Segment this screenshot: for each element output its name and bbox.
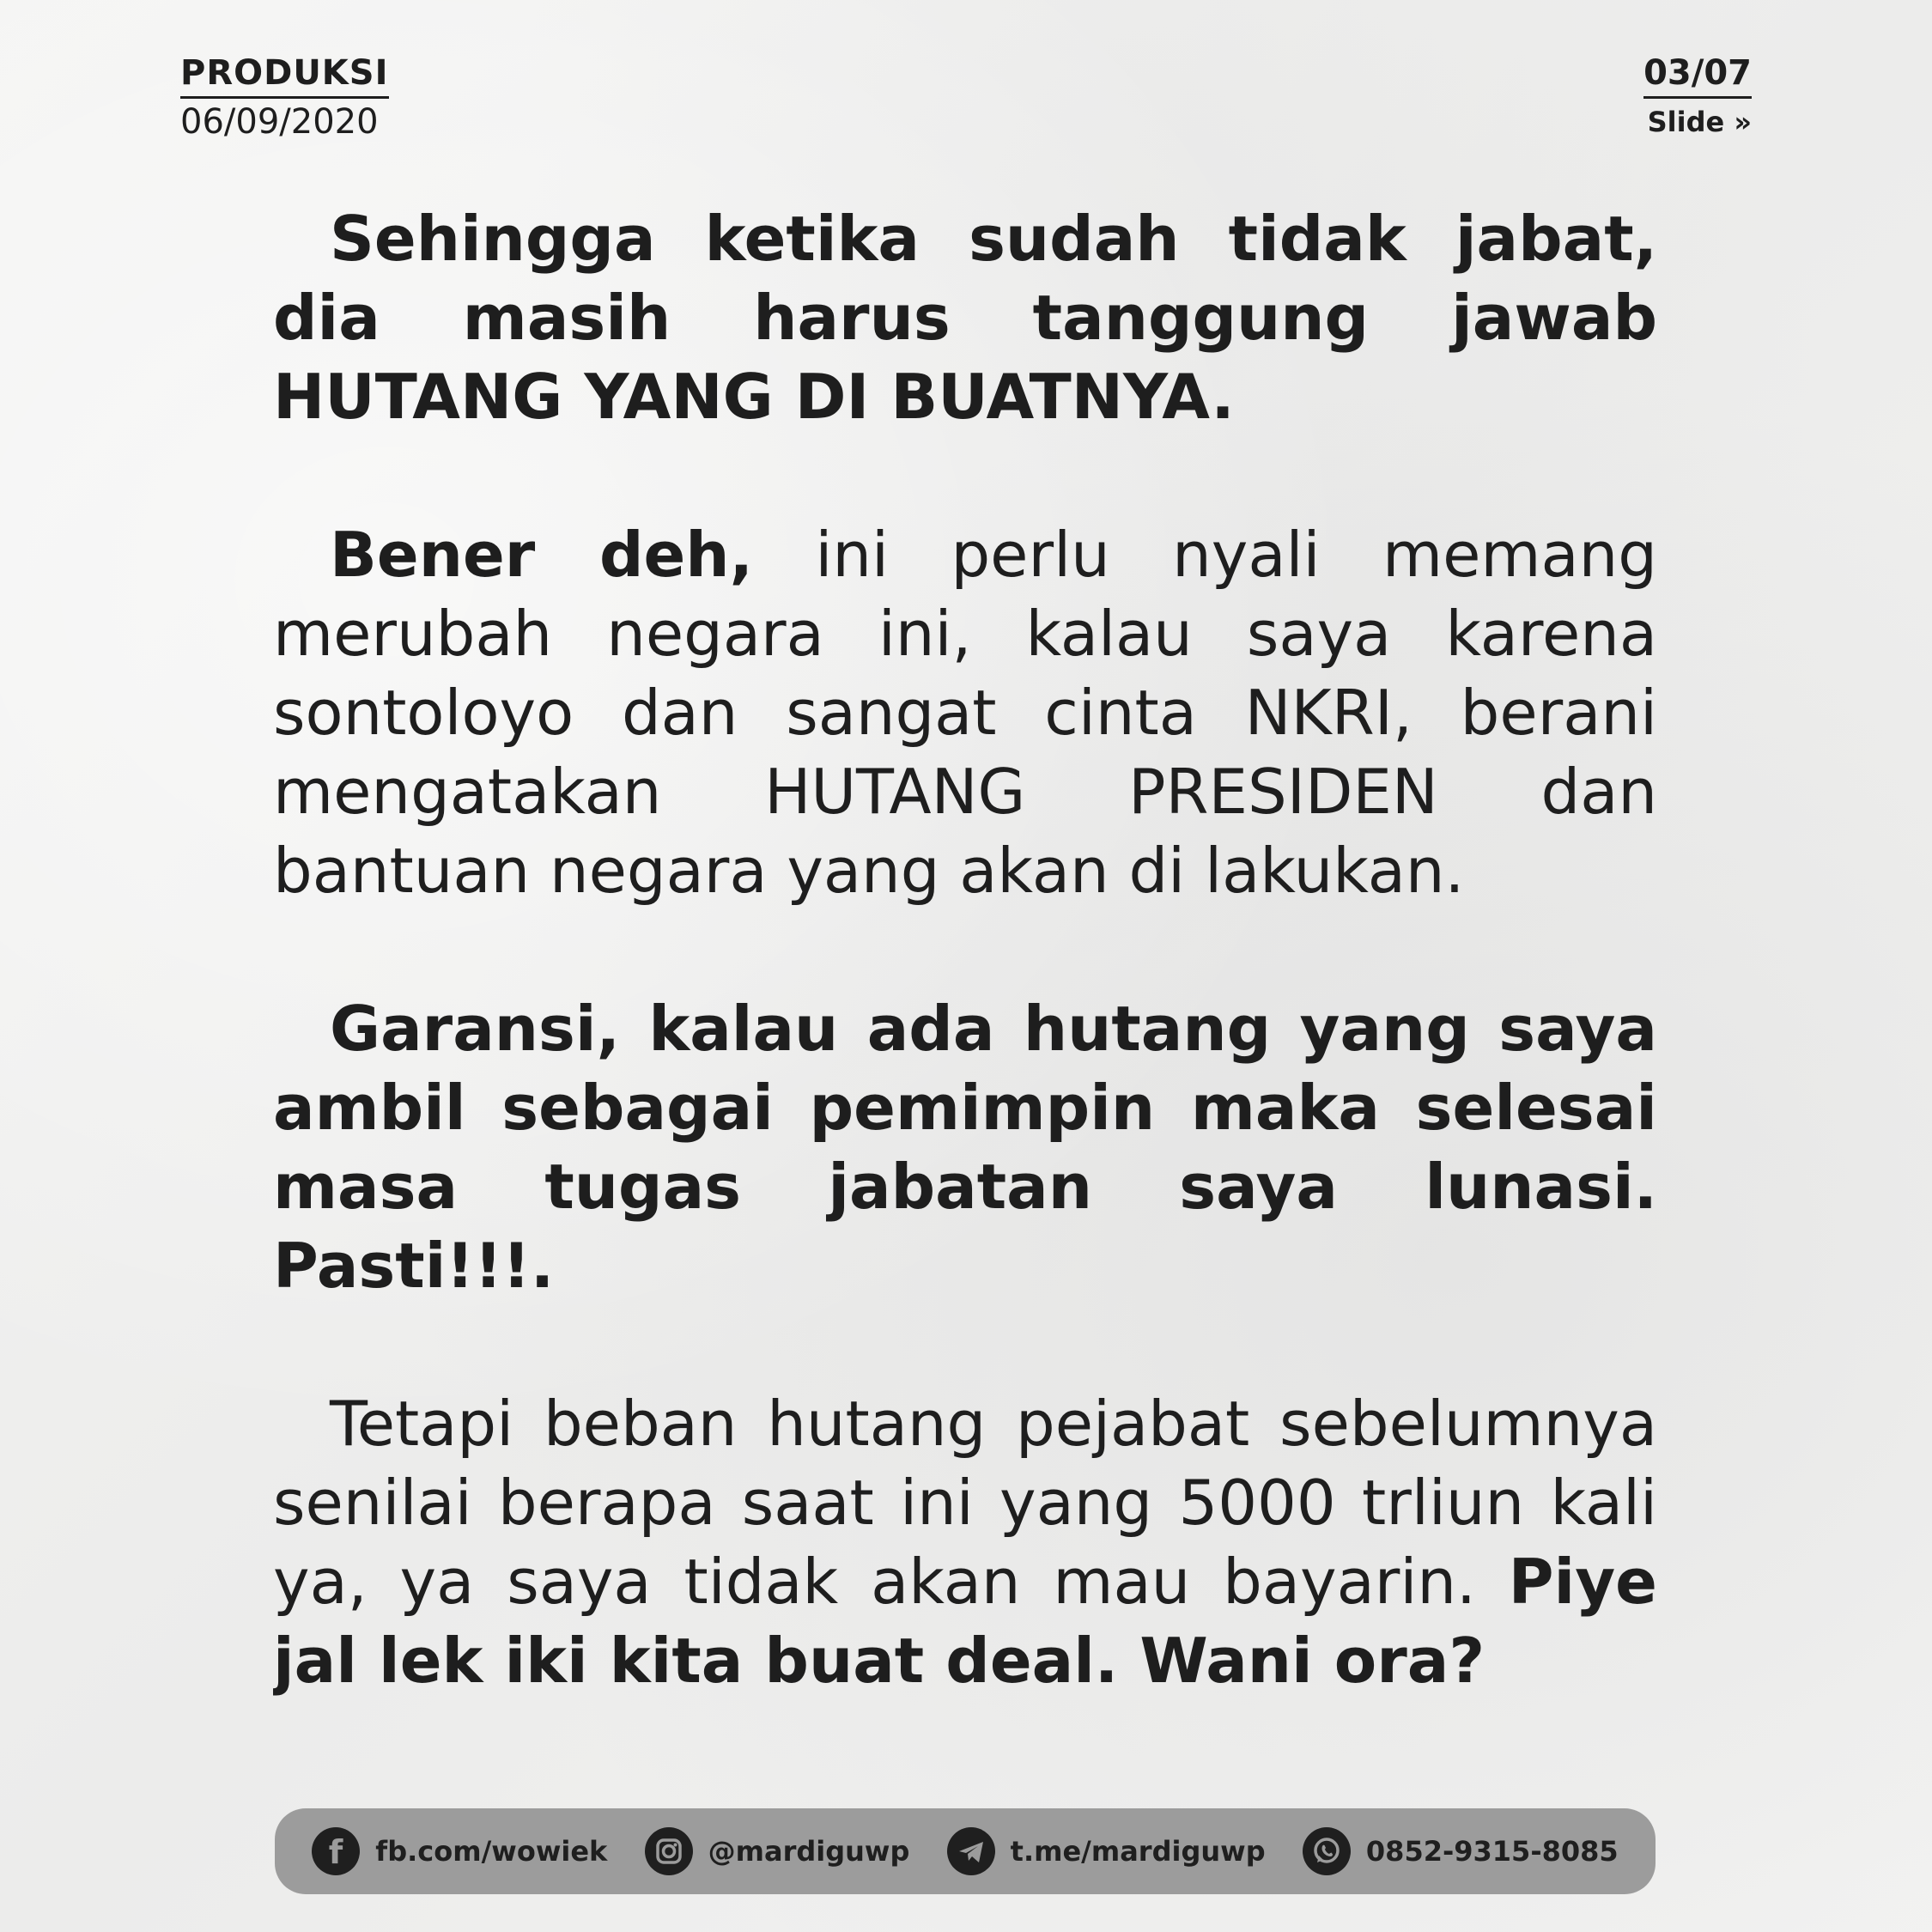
instagram-handle: @mardiguwp	[708, 1835, 910, 1868]
post-date: 06/09/2020	[180, 102, 379, 142]
whatsapp-icon	[1303, 1827, 1351, 1875]
slide-label: Slide »	[1647, 106, 1752, 138]
contact-whatsapp[interactable]	[1303, 1827, 1619, 1875]
production-label: PRODUKSI	[180, 53, 389, 99]
paragraph-4-emphasis: Piye jal lek iki kita buat deal. Wani ora?	[273, 1546, 1657, 1697]
paragraph-4-body: Tetapi beban hutang pejabat sebelumnya senilai berapa saat ini yang 5000 trliun kali ya, ya saya tidak akan mau bayarin.	[273, 1388, 1657, 1618]
contact-facebook[interactable]	[312, 1827, 607, 1875]
telegram-icon	[947, 1827, 995, 1875]
paragraph-2-lead: Bener deh,	[330, 519, 753, 591]
paragraph-1: Sehingga ketika sudah tidak jabat, dia masih harus tanggung jawab HUTANG YANG DI BUATNYA.	[273, 203, 1657, 433]
article-body	[273, 199, 1657, 1775]
paragraph-2	[273, 515, 1657, 910]
whatsapp-number: 0852-9315-8085	[1365, 1835, 1619, 1868]
facebook-icon	[312, 1827, 360, 1875]
svg-text:f: f	[329, 1833, 343, 1871]
header-left	[180, 53, 389, 142]
header-right	[1643, 53, 1752, 138]
contact-instagram[interactable]	[645, 1827, 910, 1875]
slide-number: 03/07	[1643, 53, 1752, 99]
facebook-handle: fb.com/wowiek	[375, 1835, 608, 1868]
contact-telegram[interactable]	[947, 1827, 1266, 1875]
instagram-icon	[645, 1827, 693, 1875]
paragraph-4	[273, 1384, 1657, 1700]
paragraph-3: Garansi, kalau ada hutang yang saya ambil sebagai pemimpin maka selesai masa tugas jabatan saya lunasi. Pasti!!!.	[273, 993, 1657, 1302]
telegram-handle: t.me/mardiguwp	[1010, 1835, 1266, 1868]
contact-bar	[275, 1808, 1656, 1894]
paragraph-2-body: ini perlu nyali memang merubah negara ini, kalau saya karena sontoloyo dan sangat cinta NKRI, berani mengatakan HUTANG PRESIDEN dan bantuan negara yang akan di lakukan.	[273, 519, 1657, 907]
